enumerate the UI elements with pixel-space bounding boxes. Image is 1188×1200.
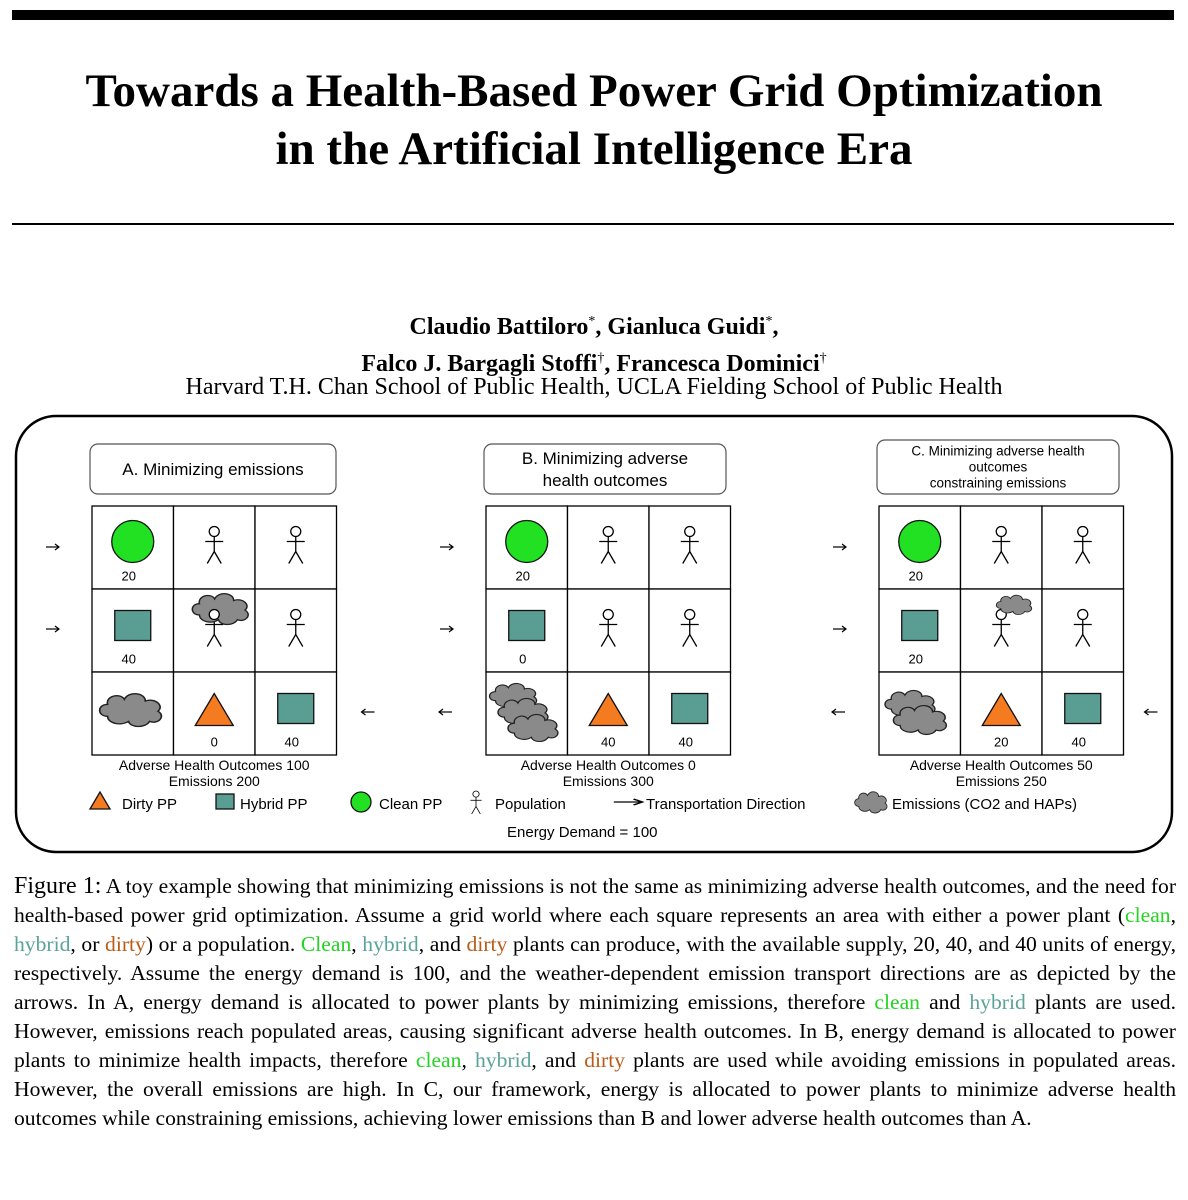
legend-transport: Transportation Direction [646, 796, 806, 813]
energy-demand: Energy Demand = 100 [507, 824, 658, 841]
energy-value: 40 [601, 734, 616, 750]
caption-term-dirty: dirty [105, 932, 146, 956]
energy-value: 40 [1071, 734, 1086, 750]
top-rule [12, 10, 1174, 20]
caption-term-hybrid: hybrid [362, 932, 419, 956]
dirty-pp-icon [90, 792, 110, 809]
caption-text: A toy example showing that minimizing emissions is not the same as minimizing adverse health outcomes, and the need for health-based power grid optimization. Assume a grid world where each square represents an area with either a power plant ( [14, 874, 1177, 927]
caption-term-dirty: dirty [466, 932, 508, 956]
title-line-1: Towards a Health-Based Power Grid Optimization [85, 65, 1103, 117]
author-mark: * [588, 314, 596, 329]
author-name: Francesca Dominici [616, 351, 820, 377]
caption-text: plants are used. However, emissions reach populated areas, causing significant adverse health outcomes. In B, energy demand is allocated to power plants to minimize health impacts, therefore [14, 990, 1176, 1072]
figure-1-diagram [14, 412, 1174, 856]
caption-term-clean: clean [874, 990, 920, 1014]
caption-term-hybrid: hybrid [14, 932, 71, 956]
transport-arrow-icon [440, 626, 453, 632]
figure-caption [14, 872, 1176, 1133]
panel-title: C. Minimizing adverse health [911, 443, 1085, 459]
legend-emissions: Emissions (CO2 and HAPs) [892, 796, 1078, 813]
caption-label: Figure 1: [14, 873, 102, 899]
panel-title: constraining emissions [929, 475, 1067, 491]
legend-population: Population [495, 796, 566, 813]
author-mark: † [597, 351, 605, 366]
hybrid-pp-icon [216, 794, 234, 809]
author-separator: , [604, 351, 617, 377]
caption-text: ) or a population. [145, 932, 301, 956]
author-mark: * [765, 314, 773, 329]
emissions-text: Emissions 300 [562, 773, 654, 789]
energy-value: 20 [121, 568, 136, 584]
caption-text: , [461, 1048, 475, 1072]
caption-text: and [919, 990, 970, 1014]
legend-hybrid: Hybrid PP [240, 796, 308, 813]
population-icon [470, 791, 481, 814]
hybrid-pp-icon [115, 611, 151, 641]
energy-value: 20 [515, 568, 530, 584]
panel-b [439, 444, 731, 789]
energy-value: 20 [908, 651, 923, 667]
caption-term-clean: clean [415, 1048, 462, 1072]
caption-term-clean: Clean [300, 932, 352, 956]
transport-arrow-icon [362, 709, 375, 715]
panel-a [46, 444, 375, 789]
hybrid-pp-icon [672, 694, 708, 724]
caption-text: , [1170, 903, 1176, 927]
transport-arrow-icon [1145, 709, 1158, 715]
panel-title: health outcomes [542, 470, 668, 490]
author-separator: , [772, 314, 779, 340]
caption-term-hybrid: hybrid [969, 990, 1026, 1014]
clean-pp-icon [112, 521, 154, 563]
legend-clean: Clean PP [379, 796, 443, 813]
caption-text: , and [418, 932, 467, 956]
caption-text: plants can produce, with the available supply, 20, 40, and 40 units of energy, respectively. Assume the energy demand is 100, and the weather-dependent emission transport directions are as depicted by the arrows. In A, energy demand is allocated to power plants by minimizing emissions, therefore [14, 932, 1177, 1014]
energy-value: 0 [519, 651, 527, 667]
transport-arrow-icon [440, 544, 453, 550]
panel-title: A. Minimizing emissions [122, 459, 304, 479]
health-outcome-text: Adverse Health Outcomes 50 [909, 757, 1093, 773]
author-list [0, 306, 1188, 380]
health-outcome-text: Adverse Health Outcomes 0 [520, 757, 696, 773]
emissions-text: Emissions 200 [168, 773, 260, 789]
transport-arrow-icon [832, 709, 845, 715]
author-name: Claudio Battiloro [409, 314, 589, 340]
figure-legend [90, 791, 1077, 841]
transport-arrow-icon [833, 626, 846, 632]
panel-title: outcomes [968, 459, 1028, 475]
caption-text: , [351, 932, 363, 956]
paper-title [0, 62, 1188, 178]
hybrid-pp-icon [509, 611, 545, 641]
clean-pp-icon [506, 521, 548, 563]
title-rule [12, 223, 1174, 225]
transport-arrow-icon [833, 544, 846, 550]
author-name: Falco J. Bargagli Stoffi [361, 351, 598, 377]
caption-text: , or [70, 932, 106, 956]
caption-text: plants are used while avoiding emissions in populated areas. However, the overall emissions are high. In C, our framework, energy is allocated to power plants to minimize adverse health outcomes while constraining emissions, achieving lower emissions than B and lower adverse health outcomes than A. [14, 1048, 1177, 1130]
health-outcome-text: Adverse Health Outcomes 100 [118, 757, 310, 773]
energy-value: 0 [210, 734, 218, 750]
legend-dirty: Dirty PP [122, 796, 178, 813]
clean-pp-icon [351, 792, 371, 812]
caption-term-clean: clean [1125, 903, 1171, 927]
panel-title: B. Minimizing adverse [521, 448, 689, 468]
hybrid-pp-icon [1065, 694, 1101, 724]
transport-arrow-icon [46, 544, 59, 550]
caption-term-hybrid: hybrid [474, 1048, 532, 1072]
emissions-cloud-icon [855, 792, 887, 813]
caption-text: , and [531, 1048, 585, 1072]
hybrid-pp-icon [278, 694, 314, 724]
transport-arrow-icon [614, 799, 643, 805]
energy-value: 40 [678, 734, 693, 750]
energy-value: 20 [908, 568, 923, 584]
panel-c [832, 440, 1158, 789]
author-mark: † [819, 351, 827, 366]
population-head [209, 610, 219, 620]
title-line-2: in the Artificial Intelligence Era [275, 123, 913, 175]
energy-value: 40 [284, 734, 299, 750]
author-separator: , [595, 314, 608, 340]
affiliation: Harvard T.H. Chan School of Public Health, UCLA Fielding School of Public Health [185, 374, 1003, 400]
energy-value: 20 [994, 734, 1009, 750]
author-name: Gianluca Guidi [607, 314, 766, 340]
clean-pp-icon [899, 521, 941, 563]
emissions-text: Emissions 250 [955, 773, 1047, 789]
hybrid-pp-icon [902, 611, 938, 641]
transport-arrow-icon [46, 626, 59, 632]
energy-value: 40 [121, 651, 136, 667]
transport-arrow-icon [439, 709, 452, 715]
caption-term-dirty: dirty [584, 1048, 625, 1072]
